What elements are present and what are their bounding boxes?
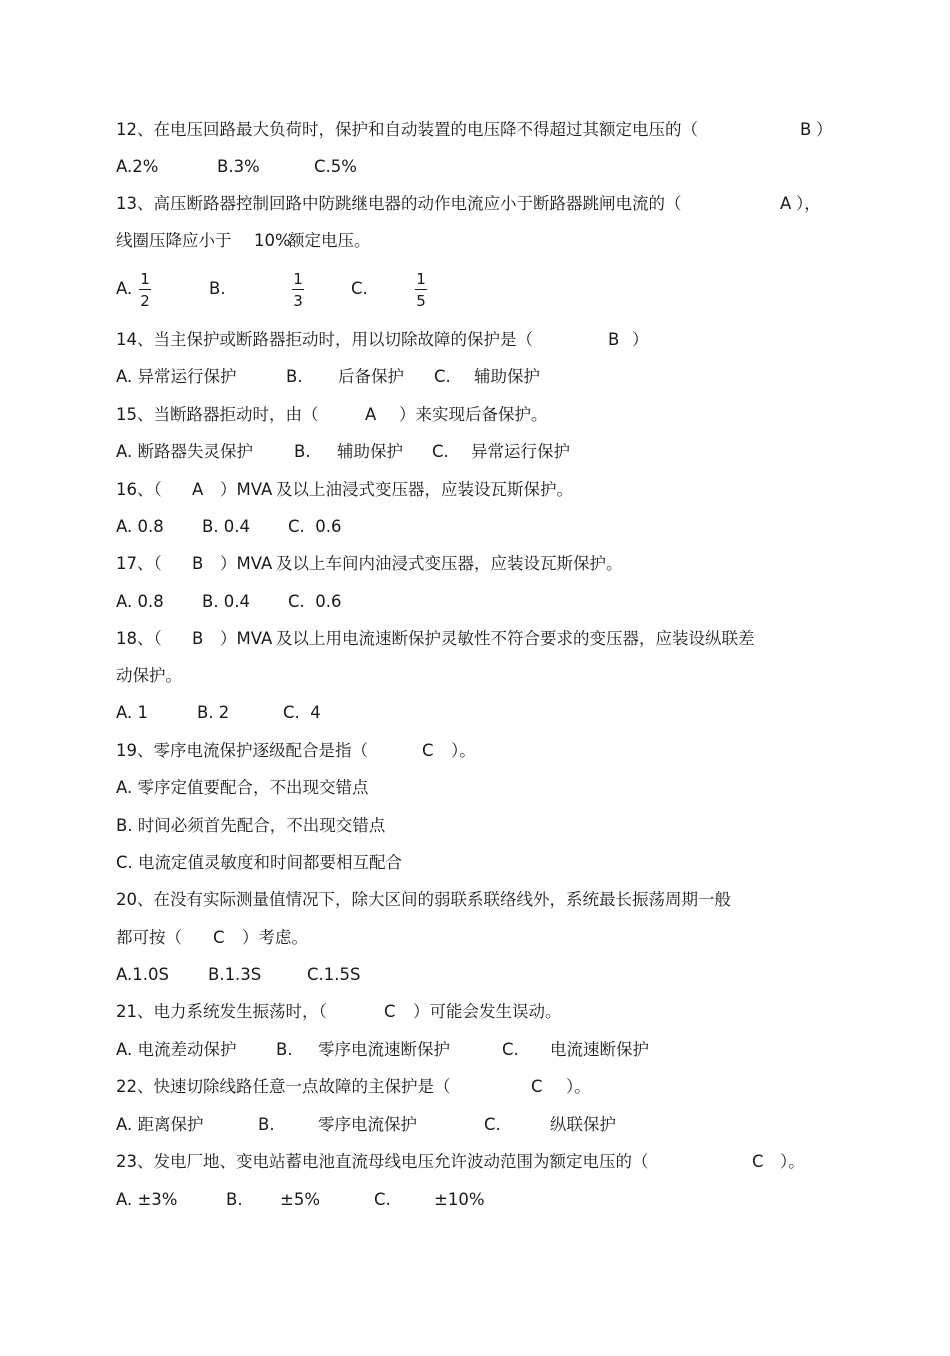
fraction-denominator: 2 [140, 292, 150, 310]
question-15-options [116, 440, 570, 464]
question-stem-text: 都可按（ [116, 928, 182, 947]
question-14-stem [116, 328, 649, 352]
question-19-stem [116, 739, 476, 763]
question-stem-text: 10% [254, 231, 291, 250]
question-stem-text: 19、零序电流保护逐级配合是指（ [116, 741, 368, 760]
option-a: A. 1 [116, 703, 148, 722]
question-stem-text: 额定电压。 [288, 231, 371, 250]
question-stem-text: 13、高压断路器控制回路中防跳继电器的动作电流应小于断路器跳闸电流的（ [116, 194, 682, 213]
question-stem-text: 23、发电厂地、变电站蓄电池直流母线电压允许波动范围为额定电压的（ [116, 1152, 649, 1171]
question-20-stem-continued [116, 926, 308, 950]
option-a: A. 0.8 [116, 592, 164, 611]
question-15-stem [116, 403, 548, 427]
question-stem-text: 及以上车间内油浸式变压器，应装设瓦斯保护。 [276, 554, 623, 573]
question-12-options [116, 155, 357, 179]
option-c-label: C. [374, 1190, 391, 1209]
option-a: A. 电流差动保护 [116, 1040, 237, 1059]
option-b-text: 后备保护 [338, 367, 404, 386]
answer-letter: A [192, 480, 204, 499]
bracket-close: ）。 [451, 741, 476, 760]
question-13-options [116, 277, 368, 301]
fraction-bar [292, 289, 304, 290]
option-a: A. 零序定值要配合，不出现交错点 [116, 778, 369, 797]
fraction-numerator: 1 [293, 270, 303, 288]
option-b-label: B. [294, 442, 311, 461]
bracket-close: ）MVA [220, 554, 273, 573]
option-c: C. 4 [283, 703, 321, 722]
question-stem-text: 20、在没有实际测量值情况下，除大区间的弱联系联络线外，系统最长振荡周期一般 [116, 890, 731, 909]
option-c-text: 纵联保护 [550, 1115, 616, 1134]
option-c-text: ±10% [434, 1190, 485, 1209]
answer-letter: B [800, 120, 812, 139]
answer-letter: C [752, 1152, 764, 1171]
question-stem-text: 12、在电压回路最大负荷时，保护和自动装置的电压降不得超过其额定电压的（ [116, 120, 698, 139]
option-b-text: 辅助保护 [337, 442, 403, 461]
answer-letter: B [608, 330, 620, 349]
option-b-label: B. [286, 367, 303, 386]
option-b-label: B. [276, 1040, 293, 1059]
question-13-stem [116, 192, 821, 216]
bracket-close: ）MVA [220, 480, 273, 499]
option-b: B. [209, 279, 226, 298]
question-16-stem [116, 478, 573, 502]
option-b: B. 时间必须首先配合，不出现交错点 [116, 816, 386, 835]
question-stem-text: 及以上用电流速断保护灵敏性不符合要求的变压器，应装设纵联差 [276, 629, 755, 648]
fraction-denominator: 5 [416, 292, 426, 310]
bracket-close: ） [632, 330, 649, 349]
question-stem-text: 21、电力系统发生振荡时，（ [116, 1002, 327, 1021]
question-17-stem [116, 552, 623, 576]
question-19-option-c [116, 851, 403, 875]
question-23-options [116, 1188, 485, 1212]
question-stem-text: 16、（ [116, 480, 162, 499]
answer-letter: C [531, 1077, 543, 1096]
question-stem-text: 22、快速切除线路任意一点故障的主保护是（ [116, 1077, 451, 1096]
option-c: C.5% [314, 157, 357, 176]
option-a: A. [116, 279, 133, 298]
option-c: C. 电流定值灵敏度和时间都要相互配合 [116, 853, 403, 872]
option-b: B. 0.4 [202, 592, 251, 611]
option-b-text: 零序电流速断保护 [318, 1040, 450, 1059]
option-a: A. ±3% [116, 1190, 178, 1209]
answer-letter: A [365, 405, 377, 424]
question-21-stem [116, 1000, 562, 1024]
option-b: B.1.3S [208, 965, 262, 984]
option-c: C. 0.6 [288, 517, 342, 536]
answer-letter: B [192, 629, 204, 648]
option-a: A. 断路器失灵保护 [116, 442, 253, 461]
option-c-label: C. [502, 1040, 519, 1059]
option-a: A. 距离保护 [116, 1115, 204, 1134]
fraction-numerator: 1 [140, 270, 150, 288]
option-b-text: ±5% [280, 1190, 321, 1209]
question-stem-text: 15、当断路器拒动时，由（ [116, 405, 319, 424]
bracket-close: ）可能会发生误动。 [413, 1002, 562, 1021]
question-13-stem-continued [116, 229, 371, 253]
option-b-label: B. [258, 1115, 275, 1134]
bracket-close: ）考虑。 [242, 928, 308, 947]
question-stem-text: 动保护。 [116, 666, 182, 685]
question-16-options [116, 515, 342, 539]
question-18-stem-continued [116, 664, 182, 688]
answer-letter: C [384, 1002, 396, 1021]
bracket-close: ）。 [566, 1077, 591, 1096]
question-14-options [116, 365, 540, 389]
fraction-denominator: 3 [293, 292, 303, 310]
bracket-close: ）。 [780, 1152, 805, 1171]
bracket-close: ） [816, 120, 833, 139]
option-c: C. [351, 279, 368, 298]
answer-letter: B [192, 554, 204, 573]
option-b: B.3% [217, 157, 260, 176]
fraction-one-third [291, 270, 305, 310]
bracket-close: ）MVA [220, 629, 273, 648]
question-18-stem [116, 627, 755, 651]
question-17-options [116, 590, 342, 614]
question-22-options [116, 1113, 616, 1137]
option-c-label: C. [434, 367, 451, 386]
option-c: C. 0.6 [288, 592, 342, 611]
option-c-label: C. [432, 442, 449, 461]
question-stem-text: 18、（ [116, 629, 162, 648]
question-stem-text: 及以上油浸式变压器，应装设瓦斯保护。 [276, 480, 573, 499]
fraction-bar [139, 289, 151, 290]
option-b-label: B. [226, 1190, 243, 1209]
question-12-stem [116, 118, 833, 142]
question-22-stem [116, 1075, 591, 1099]
question-20-options [116, 963, 361, 987]
question-19-option-a [116, 776, 369, 800]
question-19-option-b [116, 814, 386, 838]
fraction-one-half [138, 270, 152, 310]
option-b: B. 2 [197, 703, 230, 722]
question-21-options [116, 1038, 649, 1062]
bracket-close: ）， [796, 194, 821, 213]
answer-letter: C [213, 928, 225, 947]
option-c-label: C. [484, 1115, 501, 1134]
option-c-text: 辅助保护 [474, 367, 540, 386]
fraction-one-fifth [414, 270, 428, 310]
question-stem-text: 线圈压降应小于 [116, 231, 232, 250]
option-a: A. 异常运行保护 [116, 367, 237, 386]
option-b: B. 0.4 [202, 517, 251, 536]
option-a: A.2% [116, 157, 159, 176]
question-23-stem [116, 1150, 805, 1174]
option-b-text: 零序电流保护 [318, 1115, 417, 1134]
option-a: A.1.0S [116, 965, 169, 984]
question-stem-text: 14、当主保护或断路器拒动时，用以切除故障的保护是（ [116, 330, 533, 349]
bracket-close: ）来实现后备保护。 [399, 405, 548, 424]
answer-letter: A [780, 194, 792, 213]
option-c-text: 电流速断保护 [550, 1040, 649, 1059]
option-c: C.1.5S [307, 965, 361, 984]
option-a: A. 0.8 [116, 517, 164, 536]
answer-letter: C [422, 741, 434, 760]
option-c-text: 异常运行保护 [471, 442, 570, 461]
question-stem-text: 17、（ [116, 554, 162, 573]
fraction-numerator: 1 [416, 270, 426, 288]
question-18-options [116, 701, 321, 725]
fraction-bar [415, 289, 427, 290]
question-20-stem [116, 888, 731, 912]
